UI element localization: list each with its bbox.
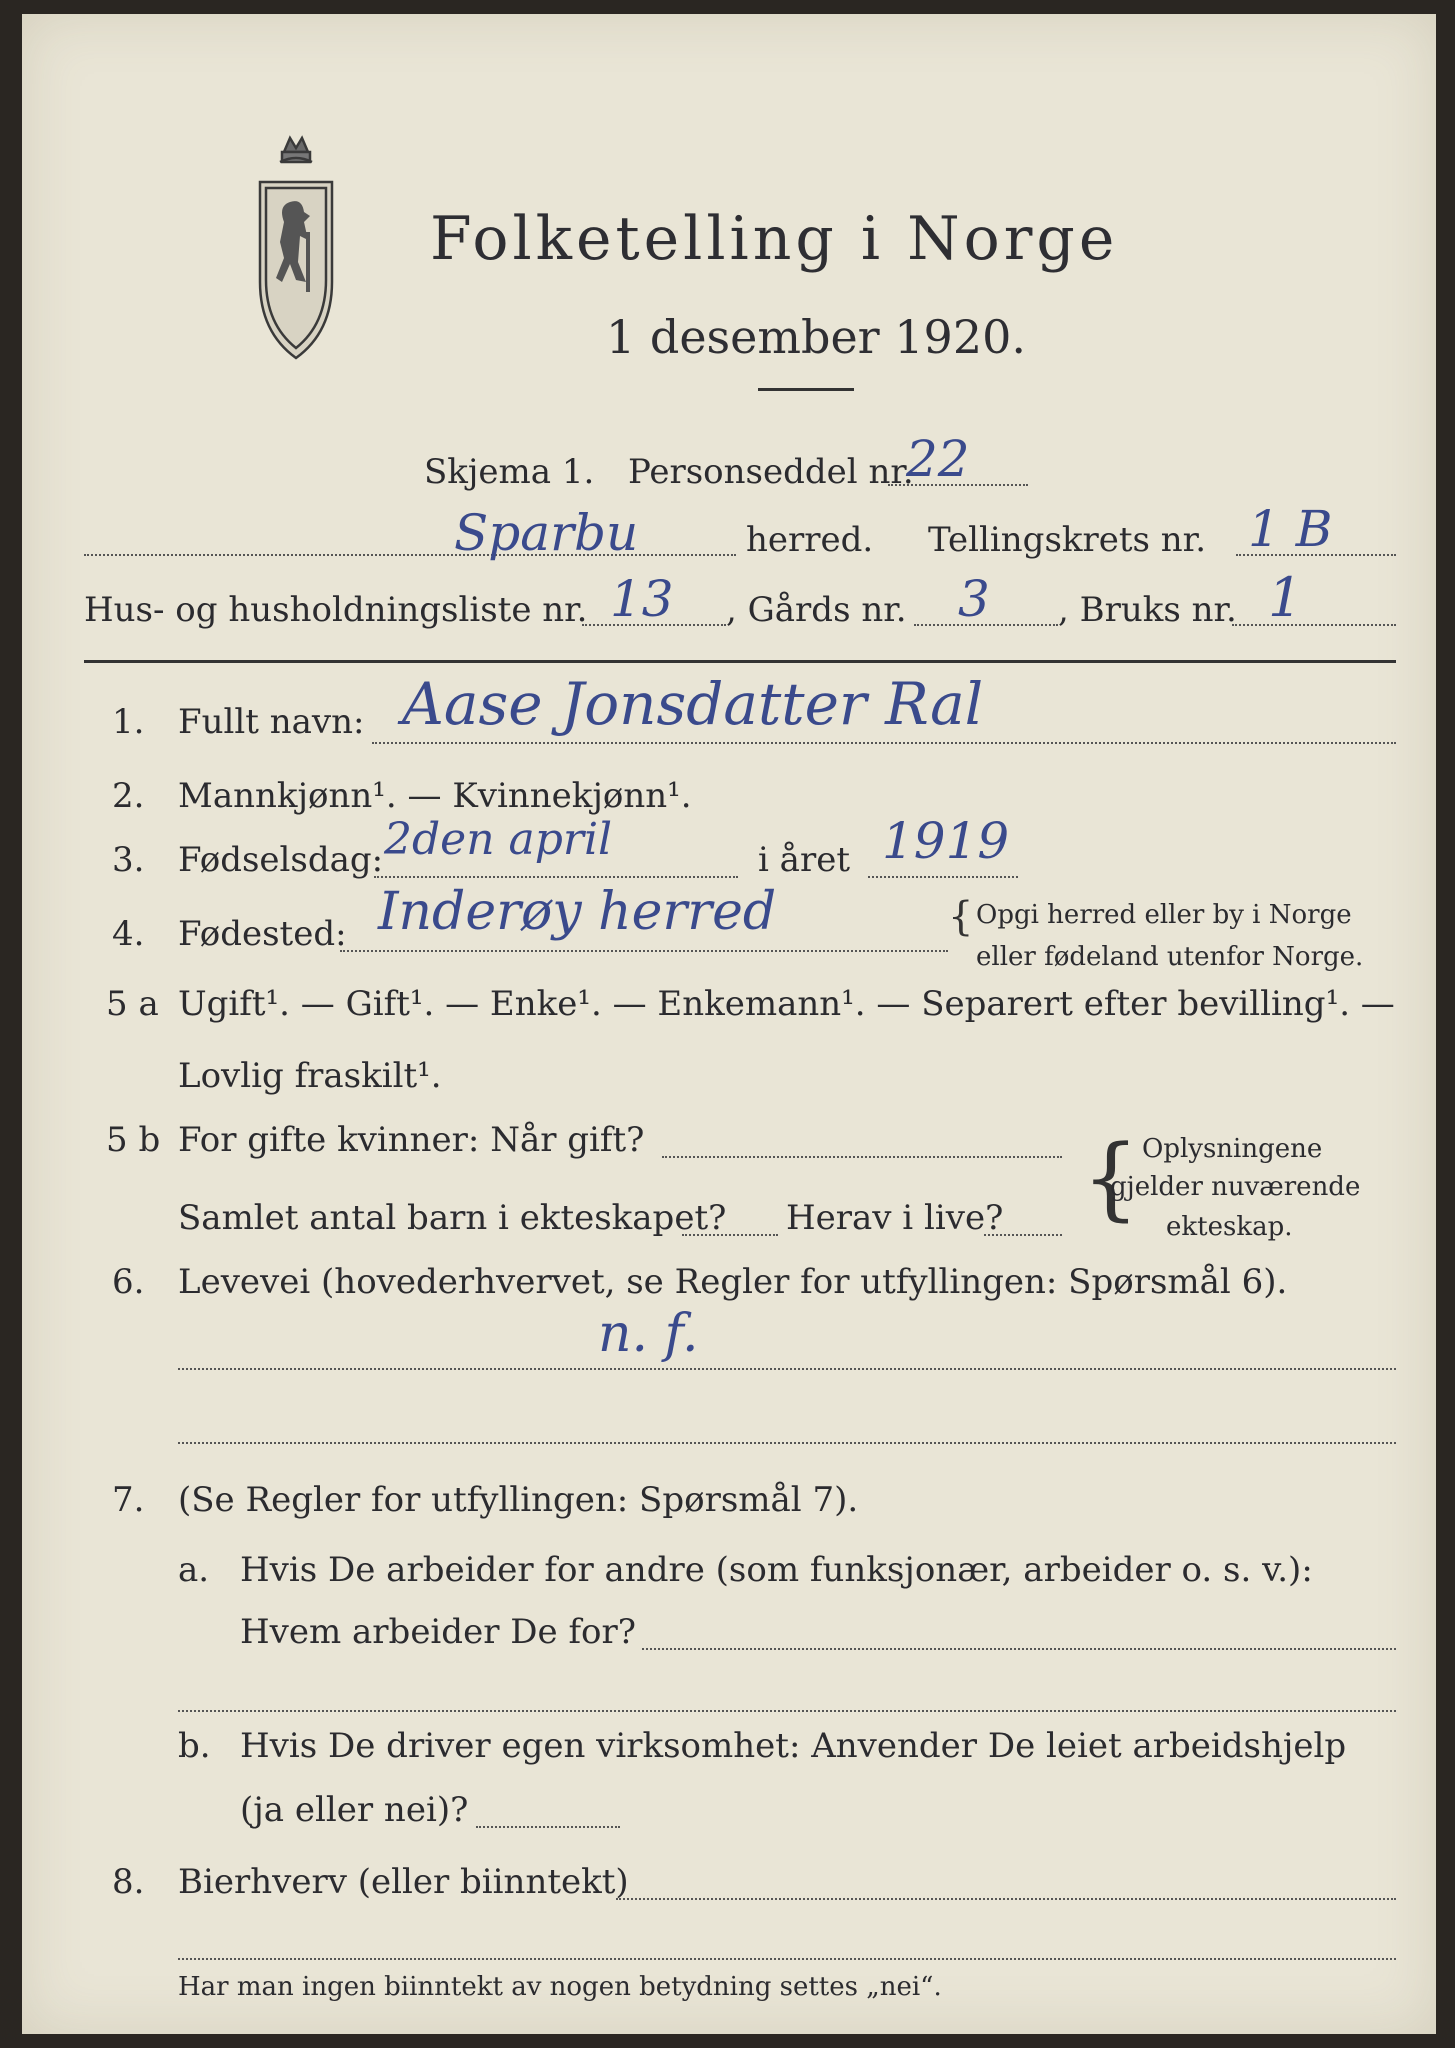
- q5a-label-2: Lovlig fraskilt¹.: [178, 1056, 442, 1096]
- q6-field-line-1: [178, 1368, 1396, 1370]
- q5b-number: 5 b: [106, 1120, 161, 1160]
- q4-note-line-1: Opgi herred eller by i Norge: [976, 900, 1352, 930]
- q5b-note-line-1: Oplysningene: [1142, 1134, 1323, 1164]
- q5b-note-line-3: ekteskap.: [1166, 1212, 1293, 1242]
- census-form: [22, 14, 1436, 2034]
- q7a-letter: a.: [178, 1550, 210, 1590]
- q4-brace: {: [948, 894, 974, 940]
- q3-label: Fødselsdag:: [178, 840, 384, 880]
- hus-label: Hus- og husholdningsliste nr.: [84, 590, 588, 630]
- q1-number: 1.: [112, 702, 145, 742]
- q7-number: 7.: [112, 1480, 145, 1520]
- q4-label: Fødested:: [178, 914, 347, 954]
- q8-field-line-1: [616, 1898, 1396, 1900]
- q3-year-label: i året: [758, 840, 850, 880]
- q4-field-line: [340, 950, 948, 952]
- q3-number: 3.: [112, 840, 145, 880]
- q7a-field-line-2: [178, 1710, 1396, 1712]
- q5b-alive-field-line: [984, 1234, 1062, 1236]
- personseddel-label: Personseddel nr.: [628, 452, 914, 492]
- bruks-field-line: [1232, 624, 1396, 626]
- footer-note: Har man ingen biinntekt av nogen betydning settes „nei“.: [178, 1972, 942, 2002]
- q7b-letter: b.: [178, 1726, 211, 1766]
- q7b-label: Hvis De driver egen virksomhet: Anvender De leiet arbeidshjelp: [240, 1726, 1347, 1766]
- q5b-label-2: Samlet antal barn i ekteskapet?: [178, 1198, 727, 1238]
- tellingskrets-label: Tellingskrets nr.: [928, 520, 1207, 560]
- q8-label: Bierhverv (eller biinntekt): [178, 1862, 629, 1902]
- herred-field-line: [84, 554, 736, 556]
- q5b-brace: {: [1082, 1126, 1140, 1231]
- q5a-number: 5 a: [106, 984, 159, 1024]
- q5b-married-field-line: [662, 1156, 1062, 1158]
- section-divider: [84, 660, 1396, 663]
- q8-field-line-2: [178, 1958, 1396, 1960]
- bruks-label: , Bruks nr.: [1058, 590, 1237, 630]
- herred-label: herred.: [746, 520, 874, 560]
- q7a-field-line-1: [642, 1648, 1396, 1650]
- q7b-field-line: [476, 1826, 620, 1828]
- schema-label: Skjema 1.: [424, 452, 595, 492]
- q2-label: Mannkjønn¹. — Kvinnekjønn¹.: [178, 776, 692, 816]
- q1-label: Fullt navn:: [178, 702, 365, 742]
- herred-value[interactable]: Sparbu: [454, 504, 639, 562]
- q8-number: 8.: [112, 1862, 145, 1902]
- personseddel-value[interactable]: 22: [906, 430, 970, 488]
- q1-field-line: [372, 742, 1396, 744]
- q3-day-field-line: [374, 876, 738, 878]
- q5b-label-3: Herav i live?: [786, 1198, 1004, 1238]
- tellingskrets-value[interactable]: 1 B: [1248, 500, 1333, 558]
- occupation-value[interactable]: n. f.: [598, 1304, 699, 1364]
- birth-day-value[interactable]: 2den april: [384, 814, 613, 865]
- q7b-label-2: (ja eller nei)?: [240, 1790, 469, 1830]
- q5a-label: Ugift¹. — Gift¹. — Enke¹. — Enkemann¹. — Separert efter bevilling¹. —: [178, 984, 1395, 1024]
- q5b-note-line-2: gjelder nuværende: [1110, 1172, 1361, 1202]
- q5b-children-field-line: [682, 1234, 778, 1236]
- form-title: Folketelling i Norge: [430, 204, 1119, 274]
- q6-label: Levevei (hovederhvervet, se Regler for utfyllingen: Spørsmål 6).: [178, 1262, 1288, 1302]
- full-name-value[interactable]: Aase Jonsdatter Ral: [402, 670, 984, 738]
- census-date: 1 desember 1920.: [606, 310, 1026, 364]
- q7a-label-2: Hvem arbeider De for?: [240, 1612, 636, 1652]
- coat-of-arms-icon: [250, 132, 342, 362]
- gards-label: , Gårds nr.: [726, 590, 907, 630]
- q6-field-line-2: [178, 1442, 1396, 1444]
- q5b-label: For gifte kvinner: Når gift?: [178, 1120, 645, 1160]
- q4-note-line-2: eller fødeland utenfor Norge.: [976, 942, 1364, 972]
- title-divider: [758, 388, 854, 391]
- q4-number: 4.: [112, 914, 145, 954]
- birth-year-value[interactable]: 1919: [882, 812, 1010, 870]
- birthplace-value[interactable]: Inderøy herred: [378, 882, 777, 942]
- hus-value[interactable]: 13: [610, 570, 674, 628]
- q7a-label: Hvis De arbeider for andre (som funksjonær, arbeider o. s. v.):: [240, 1550, 1313, 1590]
- gards-value[interactable]: 3: [958, 570, 990, 628]
- q7-label: (Se Regler for utfyllingen: Spørsmål 7).: [178, 1480, 859, 1520]
- bruks-value[interactable]: 1: [1268, 566, 1303, 629]
- q6-number: 6.: [112, 1262, 145, 1302]
- q2-number: 2.: [112, 776, 145, 816]
- q3-year-field-line: [868, 876, 1018, 878]
